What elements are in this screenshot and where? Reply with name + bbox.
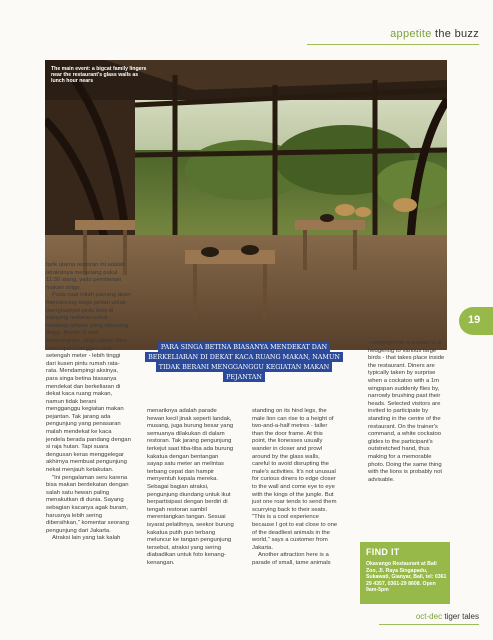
page-footer xyxy=(416,612,479,621)
paragraph: menariknya adalah parade hewan kecil jinak seperti landak, musang, juga burung besar yang semuanya dilakukan di dalam restoran. Tak jarang pengunjung terkejut saat tiba-tiba ada burung kakatua dengan bentangan sayap satu meter an melintas terbang cepat dan hampir menyentuh kepala mereka. Sebagai bagian atraksi, pengunjung diundang untuk ikut berpartisipasi dengan berdiri di tengah restoran sambil merentangkan tangan. Sesuai isyarat pelatihnya, seekor burung kakatua putih pun terbang meluncur ke tangan pengunjung tersebut, atraksi yang sering diabadikan untuk foto kenang-kenangan. xyxy=(147,408,234,566)
paragraph: standing on its hind legs, the male lion can rise to a height of two-and-a-half metres - taller than the door frame. At this point, the lionesses usually wander in closer and prowl around by the glass walls, careful to avoid disrupting the male's activities. It's not unusual for curious diners to edge closer to the wall and come eye to eye with the kings of the jungle. But just one roar tends to send them scurrying back to their seats. "This is a cool experience because I got to eat close to one of the deadliest animals in the world," says a customer from Jakarta. xyxy=(252,408,338,551)
article-column-4 xyxy=(368,340,446,484)
paragraph: Pada saat inilah pawang akan memancing singa jantan untuk menghampiri pintu besi di samping restoran untuk melahap umpan yang dipasang tinggi. Berdiri di kaki belakangnya, singa jantan bisa mencapai ketinggian dua setengah meter - lebih tinggi dari kusen pintu rumah rata-rata. Mendampingi aksinya, para singa betina biasanya mendekat dan berkeliaran di dekat kaca ruang makan, namun tidak berani mengganggu kegiatan makan pejantan. Tak jarang ada pengunjung yang penasaran malah mendekat ke kaca jendela berada pandang dengan si raja hutan. Tapi suara dengusan keras menggelegar akhirnya membuat pengunjung nekat menjauh ketakutan. xyxy=(46,292,131,474)
page-number: 19 xyxy=(468,314,481,326)
issue-label: oct-dec xyxy=(415,612,443,621)
paragraph: Atraksi lain yang tak kalah xyxy=(52,535,121,542)
pull-quote-text: PARA SINGA BETINA BIASANYA MENDEKAT DAN BERKELIARAN DI DEKAT KACA RUANG MAKAN, NAMUN TIDAK BERANI MENGGANGGU KEGIATAN MAKAN PEJANTAN xyxy=(145,342,343,382)
article-column-2 xyxy=(147,408,235,567)
footer-divider xyxy=(379,624,479,625)
header-divider xyxy=(307,44,479,45)
article-column-1 xyxy=(46,262,131,543)
photo-caption: The main event: a bigcat family lingers near the restaurant's glass walls as lunch hour nears xyxy=(51,66,147,85)
page-header xyxy=(0,0,493,50)
section-label: appetite xyxy=(390,28,432,40)
page-number-tab xyxy=(459,307,493,335)
magazine-name: tiger tales xyxy=(444,612,479,621)
find-it-title: FIND IT xyxy=(366,547,400,557)
paragraph: Another attraction here is a parade of small, tame animals xyxy=(252,552,331,566)
section-heading xyxy=(390,28,479,40)
paragraph: - ranging from a weasel to a hedgehog to various large birds - that takes place inside the restaurant. Diners are typically taken by surprise when a cockatoo with a 1m wingspan suddenly flies by, narrowly brushing past their heads. Selected visitors are invited to participate by standing in the centre of the restaurant. On the trainer's command, a white cockatoo glides to the participant's outstretched hand, thus making for a memorable photo. Doing the same thing with the lions is probably not advisable. xyxy=(368,340,445,483)
find-it-details: Okavango Restaurant at Bali Zoo, Jl. Raya Singapadu, Sukawati, Gianyar, Bali, tel: 0361 29 4357, 0361-29 8608. Open 9am-5pm xyxy=(366,561,447,594)
paragraph: tarik utama restoran ini adalah atraksinya menjelang pukul 11:30 siang, yaitu pemberian makan singa. xyxy=(46,262,126,291)
paragraph: "Ini pengalaman seru karena bisa makan berdekatan dengan salah satu hewan paling menakutkan di dunia. Sayang sebagian kacanya agak buram, harusnya lebih sering dibersihkan," komentar seorang pengunjung dari Jakarta. xyxy=(46,474,129,534)
section-title: the buzz xyxy=(435,28,479,40)
pull-quote xyxy=(144,342,344,382)
find-it-box xyxy=(360,542,450,604)
article-column-3 xyxy=(252,408,338,567)
